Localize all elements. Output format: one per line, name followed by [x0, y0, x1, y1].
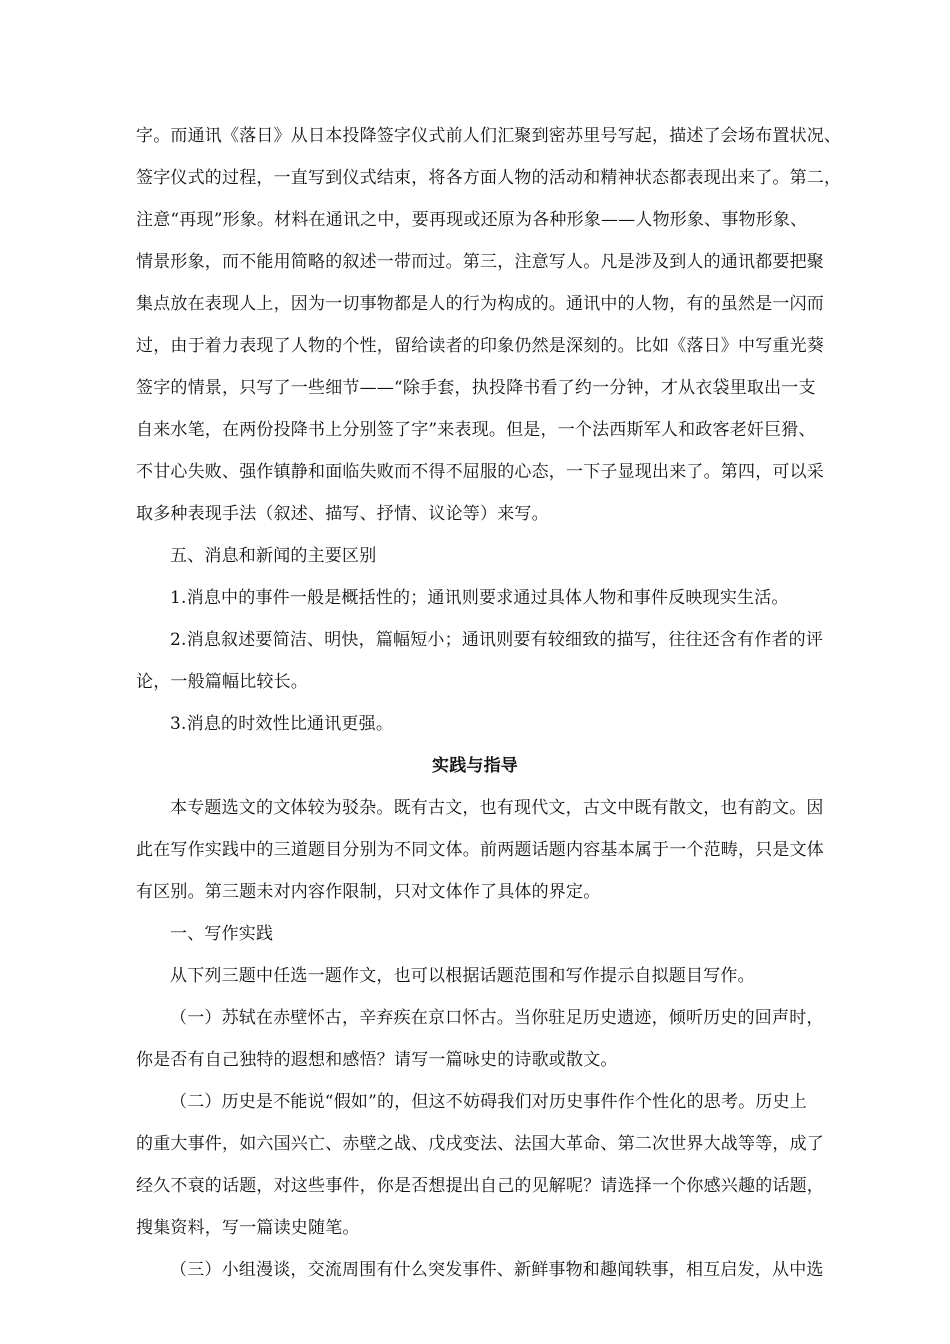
section-title: 五、消息和新闻的主要区别 — [170, 546, 377, 566]
list-item: 2.消息叙述要简洁、明快，篇幅短小；通讯则要有较细致的描写，往往还含有作者的评 — [170, 630, 824, 650]
task-line: 搜集资料，写一篇读史随笔。 — [136, 1218, 360, 1238]
paragraph-line: 自来水笔，在两份投降书上分别签了字”来表现。但是，一个法西斯军人和政客老奸巨猾、 — [136, 420, 816, 440]
task-line: （二）历史是不能说“假如”的，但这不妨碍我们对历史事件作个性化的思考。历史上 — [170, 1092, 807, 1112]
list-item: 1.消息中的事件一般是概括性的；通讯则要求通过具体人物和事件反映现实生活。 — [170, 588, 789, 608]
paragraph-line: 签字的情景，只写了一些细节——“除手套，执投降书看了约一分钟，才从衣袋里取出一支 — [136, 378, 816, 398]
paragraph-line: 不甘心失败、强作镇静和面临失败而不得不屈服的心态，一下子显现出来了。第四，可以采 — [136, 462, 824, 482]
task-line: （一）苏轼在赤壁怀古，辛弃疾在京口怀古。当你驻足历史遗迹，倾听历史的回声时， — [170, 1008, 824, 1028]
instruction-text: 从下列三题中任选一题作文，也可以根据话题范围和写作提示自拟题目写作。 — [170, 966, 755, 986]
paragraph-line: 集点放在表现人上，因为一切事物都是人的行为构成的。通讯中的人物，有的虽然是一闪而 — [136, 294, 824, 314]
paragraph-line: 情景形象，而不能用简略的叙述一带而过。第三，注意写人。凡是涉及到人的通讯都要把聚 — [136, 252, 824, 272]
section-title: 一、写作实践 — [170, 924, 274, 944]
section-heading: 实践与指导 — [432, 756, 518, 776]
list-item: 3.消息的时效性比通讯更强。 — [170, 714, 394, 734]
paragraph-line: 过，由于着力表现了人物的个性，留给读者的印象仍然是深刻的。比如《落日》中写重光葵 — [136, 336, 824, 356]
task-line: 你是否有自己独特的遐想和感悟？请写一篇咏史的诗歌或散文。 — [136, 1050, 618, 1070]
list-item-continuation: 论，一般篇幅比较长。 — [136, 672, 308, 692]
task-line: （三）小组漫谈，交流周围有什么突发事件、新鲜事物和趣闻轶事，相互启发，从中选 — [170, 1260, 824, 1280]
paragraph-line: 取多种表现手法（叙述、描写、抒情、议论等）来写。 — [136, 504, 549, 524]
paragraph-line: 本专题选文的文体较为驳杂。既有古文，也有现代文，古文中既有散文，也有韵文。因 — [170, 798, 824, 818]
paragraph-line: 此在写作实践中的三道题目分别为不同文体。前两题话题内容基本属于一个范畴，只是文体 — [136, 840, 824, 860]
task-line: 经久不衰的话题，对这些事件，你是否想提出自己的见解呢？请选择一个你感兴趣的话题， — [136, 1176, 824, 1196]
task-line: 的重大事件，如六国兴亡、赤壁之战、戊戌变法、法国大革命、第二次世界大战等等，成了 — [136, 1134, 824, 1154]
paragraph-line: 注意“再现”形象。材料在通讯之中，要再现或还原为各种形象——人物形象、事物形象、 — [136, 210, 808, 230]
paragraph-line: 有区别。第三题未对内容作限制，只对文体作了具体的界定。 — [136, 882, 601, 902]
paragraph-line: 签字仪式的过程，一直写到仪式结束，将各方面人物的活动和精神状态都表现出来了。第二， — [136, 168, 842, 188]
paragraph-line: 字。而通讯《落日》从日本投降签字仪式前人们汇聚到密苏里号写起，描述了会场布置状况、 — [136, 126, 842, 146]
